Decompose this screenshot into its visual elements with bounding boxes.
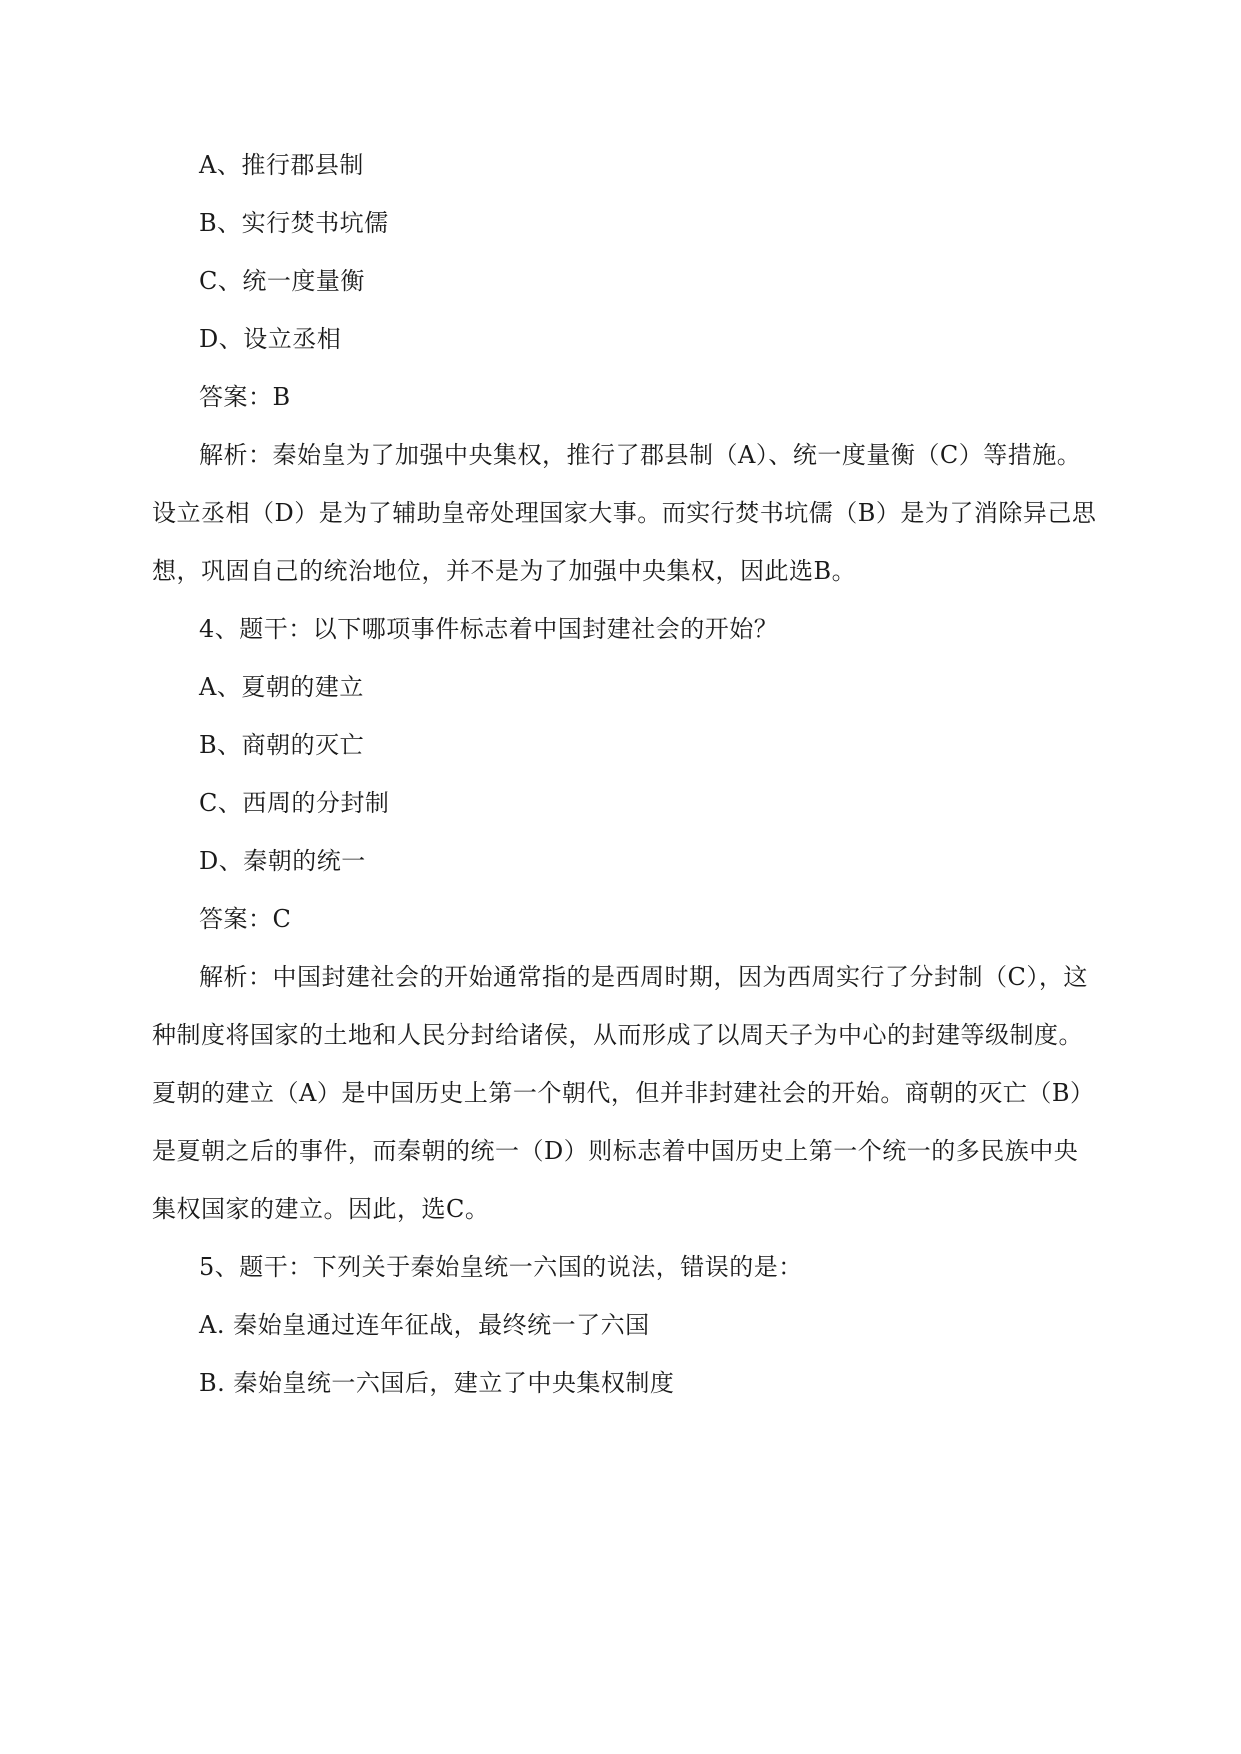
q3-analysis-line-3: 想，巩固自己的统治地位，并不是为了加强中央集权，因此选B。 (152, 557, 857, 585)
q3-analysis-line-1: 解析：秦始皇为了加强中央集权，推行了郡县制（A）、统一度量衡（C）等措施。 (199, 441, 1082, 469)
q5-option-a: A. 秦始皇通过连年征战，最终统一了六国 (199, 1311, 650, 1339)
q3-option-b: B、实行焚书坑儒 (199, 209, 389, 237)
q4-analysis-line-1: 解析：中国封建社会的开始通常指的是西周时期，因为西周实行了分封制（C），这 (199, 963, 1088, 991)
q3-option-d: D、设立丞相 (199, 325, 342, 353)
q4-analysis-line-4: 是夏朝之后的事件，而秦朝的统一（D）则标志着中国历史上第一个统一的多民族中央 (152, 1137, 1079, 1165)
q4-option-c: C、西周的分封制 (199, 789, 390, 817)
q3-option-c: C、统一度量衡 (199, 267, 365, 295)
q3-option-a: A、推行郡县制 (199, 151, 364, 179)
q4-analysis-line-2: 种制度将国家的土地和人民分封给诸侯，从而形成了以周天子为中心的封建等级制度。 (152, 1021, 1083, 1049)
q4-stem: 4、题干：以下哪项事件标志着中国封建社会的开始？ (199, 615, 779, 643)
q4-analysis-line-3: 夏朝的建立（A）是中国历史上第一个朝代，但并非封建社会的开始。商朝的灭亡（B） (152, 1079, 1095, 1107)
q4-option-a: A、夏朝的建立 (199, 673, 364, 701)
q4-answer: 答案：C (199, 905, 292, 933)
q3-answer: 答案：B (199, 383, 291, 411)
q3-analysis-line-2: 设立丞相（D）是为了辅助皇帝处理国家大事。而实行焚书坑儒（B）是为了消除异己思 (152, 499, 1097, 527)
q4-option-d: D、秦朝的统一 (199, 847, 366, 875)
q4-option-b: B、商朝的灭亡 (199, 731, 365, 759)
q4-analysis-line-5: 集权国家的建立。因此，选C。 (152, 1195, 490, 1223)
q5-option-b: B. 秦始皇统一六国后，建立了中央集权制度 (199, 1369, 675, 1397)
q5-stem: 5、题干：下列关于秦始皇统一六国的说法，错误的是： (199, 1253, 803, 1281)
